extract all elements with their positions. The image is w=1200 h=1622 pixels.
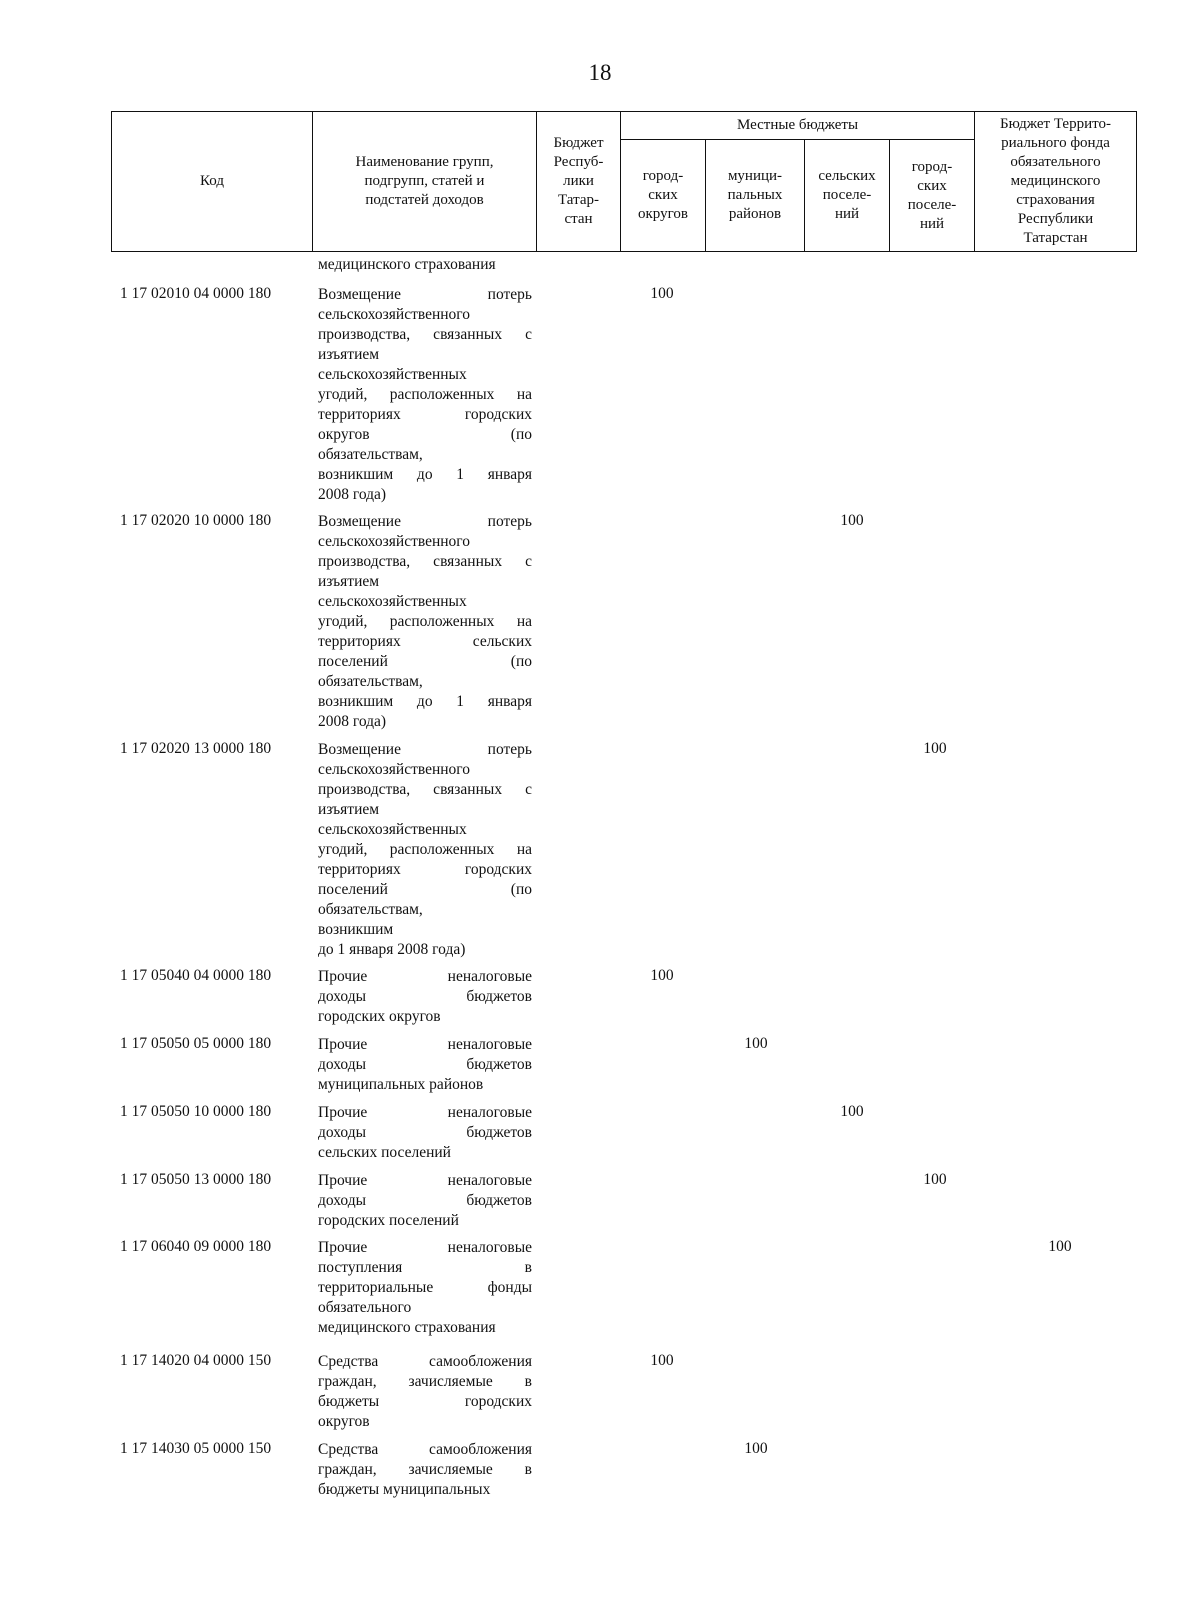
row-value: 100 xyxy=(744,1440,768,1457)
row-value: 100 xyxy=(840,512,864,529)
row-name-line: территориях сельских xyxy=(318,633,532,650)
row-name xyxy=(318,740,532,960)
table-header xyxy=(111,111,1137,252)
row-name-line: изъятием xyxy=(318,801,380,818)
row-name-line: обязательствам, xyxy=(318,446,423,463)
row-name-line: Средства самообложения xyxy=(318,1441,532,1458)
row-name-line: производства, связанных с xyxy=(318,326,532,343)
row-name-line: сельскохозяйственного xyxy=(318,533,471,550)
row-name-line: производства, связанных с xyxy=(318,553,532,570)
row-name-line: сельскохозяйственных xyxy=(318,821,467,838)
row-name-line: Средства самообложения xyxy=(318,1353,532,1370)
row-name-line: Возмещение потерь xyxy=(318,286,532,303)
header-municipal-districts: муници- пальных районов xyxy=(706,140,805,252)
row-name-line: до 1 января 2008 года) xyxy=(318,941,466,958)
row-name-line: поселений (по xyxy=(318,881,532,898)
row-name-line: поступления в xyxy=(318,1259,532,1276)
row-value: 100 xyxy=(650,285,674,302)
row-name-line: Прочие неналоговые xyxy=(318,1036,532,1053)
row-name-line: доходы бюджетов xyxy=(318,1192,532,1209)
row-name-line: территориях городских xyxy=(318,406,532,423)
row-name-line: сельских поселений xyxy=(318,1144,451,1161)
row-name xyxy=(318,1238,532,1338)
row-code: 1 17 14030 05 0000 150 xyxy=(120,1440,272,1457)
row-code: 1 17 05050 13 0000 180 xyxy=(120,1171,272,1188)
row-name-line: доходы бюджетов xyxy=(318,1124,532,1141)
row-name-line: изъятием xyxy=(318,346,380,363)
row-name-line: угодий, расположенных на xyxy=(318,613,532,630)
row-name-line: возникшим до 1 января xyxy=(318,466,532,483)
header-rural-settlements: сельских поселе- ний xyxy=(805,140,890,252)
row-name-line: доходы бюджетов xyxy=(318,988,532,1005)
row-name xyxy=(318,967,532,1027)
row-name-line: Прочие неналоговые xyxy=(318,1104,532,1121)
row-name-line: 2008 года) xyxy=(318,486,387,503)
row-name xyxy=(318,1440,532,1500)
row-code: 1 17 05040 04 0000 180 xyxy=(120,967,272,984)
row-name xyxy=(318,1171,532,1231)
row-name-line: бюджеты городских xyxy=(318,1393,532,1410)
row-name-line: Возмещение потерь xyxy=(318,513,532,530)
page-number: 18 xyxy=(588,60,612,85)
row-name-line: городских округов xyxy=(318,1008,441,1025)
row-code: 1 17 02020 13 0000 180 xyxy=(120,740,272,757)
row-value: 100 xyxy=(840,1103,864,1120)
header-local-budgets: Местные бюджеты xyxy=(621,112,975,140)
row-name-line: Прочие неналоговые xyxy=(318,1172,532,1189)
row-code: 1 17 06040 09 0000 180 xyxy=(120,1238,272,1255)
row-name-line: граждан, зачисляемые в xyxy=(318,1461,532,1478)
header-budget-rt: Бюджет Респуб- лики Татар- стан xyxy=(537,112,621,252)
row-name-line: производства, связанных с xyxy=(318,781,532,798)
row-code: 1 17 02020 10 0000 180 xyxy=(120,512,272,529)
row-name xyxy=(318,1352,532,1432)
row-name-line: угодий, расположенных на xyxy=(318,841,532,858)
row-code: 1 17 05050 10 0000 180 xyxy=(120,1103,272,1120)
row-name-line: граждан, зачисляемые в xyxy=(318,1373,532,1390)
row-value: 100 xyxy=(744,1035,768,1052)
row-value: 100 xyxy=(1048,1238,1072,1255)
row-name-line: возникшим xyxy=(318,921,394,938)
row-name-line: территориальные фонды xyxy=(318,1279,532,1296)
row-value: 100 xyxy=(923,1171,947,1188)
row-value: 100 xyxy=(650,967,674,984)
row-name-line: Прочие неналоговые xyxy=(318,968,532,985)
header-territorial-fund: Бюджет Террито- риального фонда обязательного медицинского страхования Республики Татарстан xyxy=(975,112,1137,252)
row-name-line: доходы бюджетов xyxy=(318,1056,532,1073)
row-name-line: возникшим до 1 января xyxy=(318,693,532,710)
row-name-line: обязательствам, xyxy=(318,901,423,918)
row-name-line: округов xyxy=(318,1413,370,1430)
row-name-line: сельскохозяйственных xyxy=(318,593,467,610)
header-city-districts: город- ских округов xyxy=(621,140,706,252)
row-name-line: поселений (по xyxy=(318,653,532,670)
row-name-line: обязательного xyxy=(318,1299,412,1316)
row-name-line: 2008 года) xyxy=(318,713,387,730)
row-name-line: округов (по xyxy=(318,426,532,443)
row-name xyxy=(318,1035,532,1095)
row-name-line: Возмещение потерь xyxy=(318,741,532,758)
row-name xyxy=(318,285,532,505)
row-name-line: бюджеты муниципальных xyxy=(318,1481,491,1498)
header-code: Код xyxy=(112,112,313,252)
row-name-line: городских поселений xyxy=(318,1212,459,1229)
header-urban-settlements: город- ских поселе- ний xyxy=(890,140,975,252)
row-name-line: муниципальных районов xyxy=(318,1076,484,1093)
row-name xyxy=(318,512,532,732)
row-name-line: изъятием xyxy=(318,573,380,590)
row-name-line: Прочие неналоговые xyxy=(318,1239,532,1256)
header-name: Наименование групп, подгрупп, статей и подстатей доходов xyxy=(313,112,537,252)
row-name-line: обязательствам, xyxy=(318,673,423,690)
row-code: 1 17 02010 04 0000 180 xyxy=(120,285,272,302)
row-value: 100 xyxy=(923,740,947,757)
row-code: 1 17 05050 05 0000 180 xyxy=(120,1035,272,1052)
row-value: 100 xyxy=(650,1352,674,1369)
row-name-line: территориях городских xyxy=(318,861,532,878)
row-name-line: медицинского страхования xyxy=(318,1319,496,1336)
continuation-text: медицинского страхования xyxy=(318,256,496,273)
row-name-line: сельскохозяйственного xyxy=(318,306,471,323)
row-code: 1 17 14020 04 0000 150 xyxy=(120,1352,272,1369)
row-name xyxy=(318,1103,532,1163)
row-name-line: сельскохозяйственных xyxy=(318,366,467,383)
row-name-line: угодий, расположенных на xyxy=(318,386,532,403)
row-name-line: сельскохозяйственного xyxy=(318,761,471,778)
